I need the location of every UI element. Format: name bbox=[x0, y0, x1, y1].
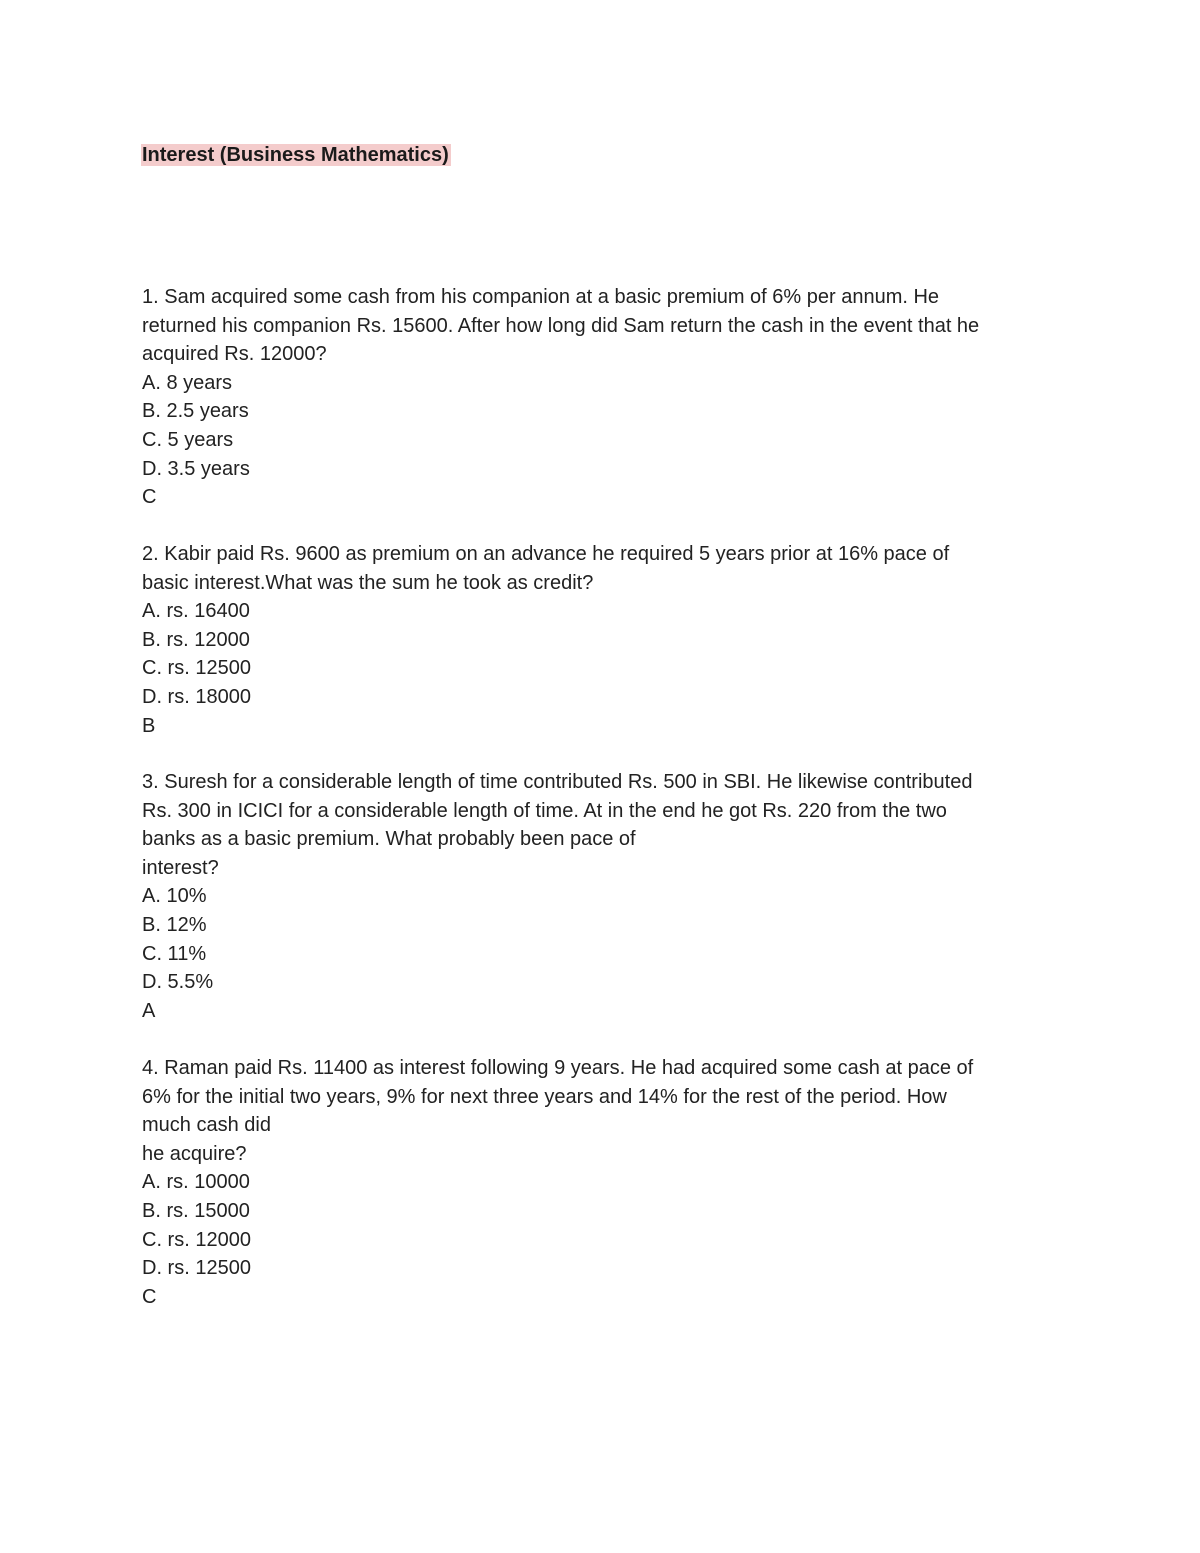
question-text-line: basic interest.What was the sum he took as credit? bbox=[142, 571, 594, 594]
question-text-line: 1. Sam acquired some cash from his companion at a basic premium of 6% per annum. He bbox=[142, 286, 940, 308]
answer-key: C bbox=[142, 486, 157, 509]
question-text-line: he acquire? bbox=[142, 1142, 247, 1165]
question-1 bbox=[142, 283, 1062, 512]
option-a: A. rs. 10000 bbox=[142, 1171, 250, 1194]
option-b: B. rs. 15000 bbox=[142, 1199, 250, 1222]
option-d: D. rs. 12500 bbox=[142, 1257, 251, 1280]
question-text-line: returned his companion Rs. 15600. After how long did Sam return the cash in the event that he bbox=[142, 314, 980, 337]
question-2 bbox=[142, 540, 1062, 740]
option-c: C. 5 years bbox=[142, 428, 234, 451]
question-text-line: much cash did bbox=[142, 1114, 271, 1137]
answer-key: A bbox=[142, 999, 156, 1022]
option-d: D. 5.5% bbox=[142, 971, 214, 994]
option-d: D. rs. 18000 bbox=[142, 685, 251, 708]
question-text-line: 2. Kabir paid Rs. 9600 as premium on an advance he required 5 years prior at 16% pace of bbox=[142, 543, 950, 565]
question-text-line: 3. Suresh for a considerable length of time contributed Rs. 500 in SBI. He likewise contributed bbox=[142, 771, 973, 793]
option-d: D. 3.5 years bbox=[142, 457, 250, 480]
option-a: A. 10% bbox=[142, 885, 207, 908]
option-b: B. 2.5 years bbox=[142, 400, 249, 423]
answer-key: B bbox=[142, 714, 156, 737]
option-a: A. 8 years bbox=[142, 371, 233, 394]
option-c: C. 11% bbox=[142, 942, 207, 965]
question-text-line: 6% for the initial two years, 9% for next three years and 14% for the rest of the period. How bbox=[142, 1085, 947, 1108]
question-text-line: interest? bbox=[142, 856, 219, 879]
question-text-line: Rs. 300 in ICICI for a considerable length of time. At in the end he got Rs. 220 from the two bbox=[142, 799, 947, 822]
question-4 bbox=[142, 1054, 1062, 1311]
question-3 bbox=[142, 768, 1062, 1025]
option-b: B. rs. 12000 bbox=[142, 628, 250, 651]
title-highlight: Interest (Business Mathematics) bbox=[142, 144, 449, 166]
answer-key: C bbox=[142, 1285, 157, 1308]
question-text-line: 4. Raman paid Rs. 11400 as interest following 9 years. He had acquired some cash at pace of bbox=[142, 1057, 974, 1079]
document-title bbox=[141, 142, 451, 168]
option-b: B. 12% bbox=[142, 913, 207, 936]
question-text-line: banks as a basic premium. What probably been pace of bbox=[142, 828, 636, 851]
option-a: A. rs. 16400 bbox=[142, 600, 250, 623]
option-c: C. rs. 12500 bbox=[142, 657, 251, 680]
option-c: C. rs. 12000 bbox=[142, 1228, 251, 1251]
question-text-line: acquired Rs. 12000? bbox=[142, 343, 327, 366]
